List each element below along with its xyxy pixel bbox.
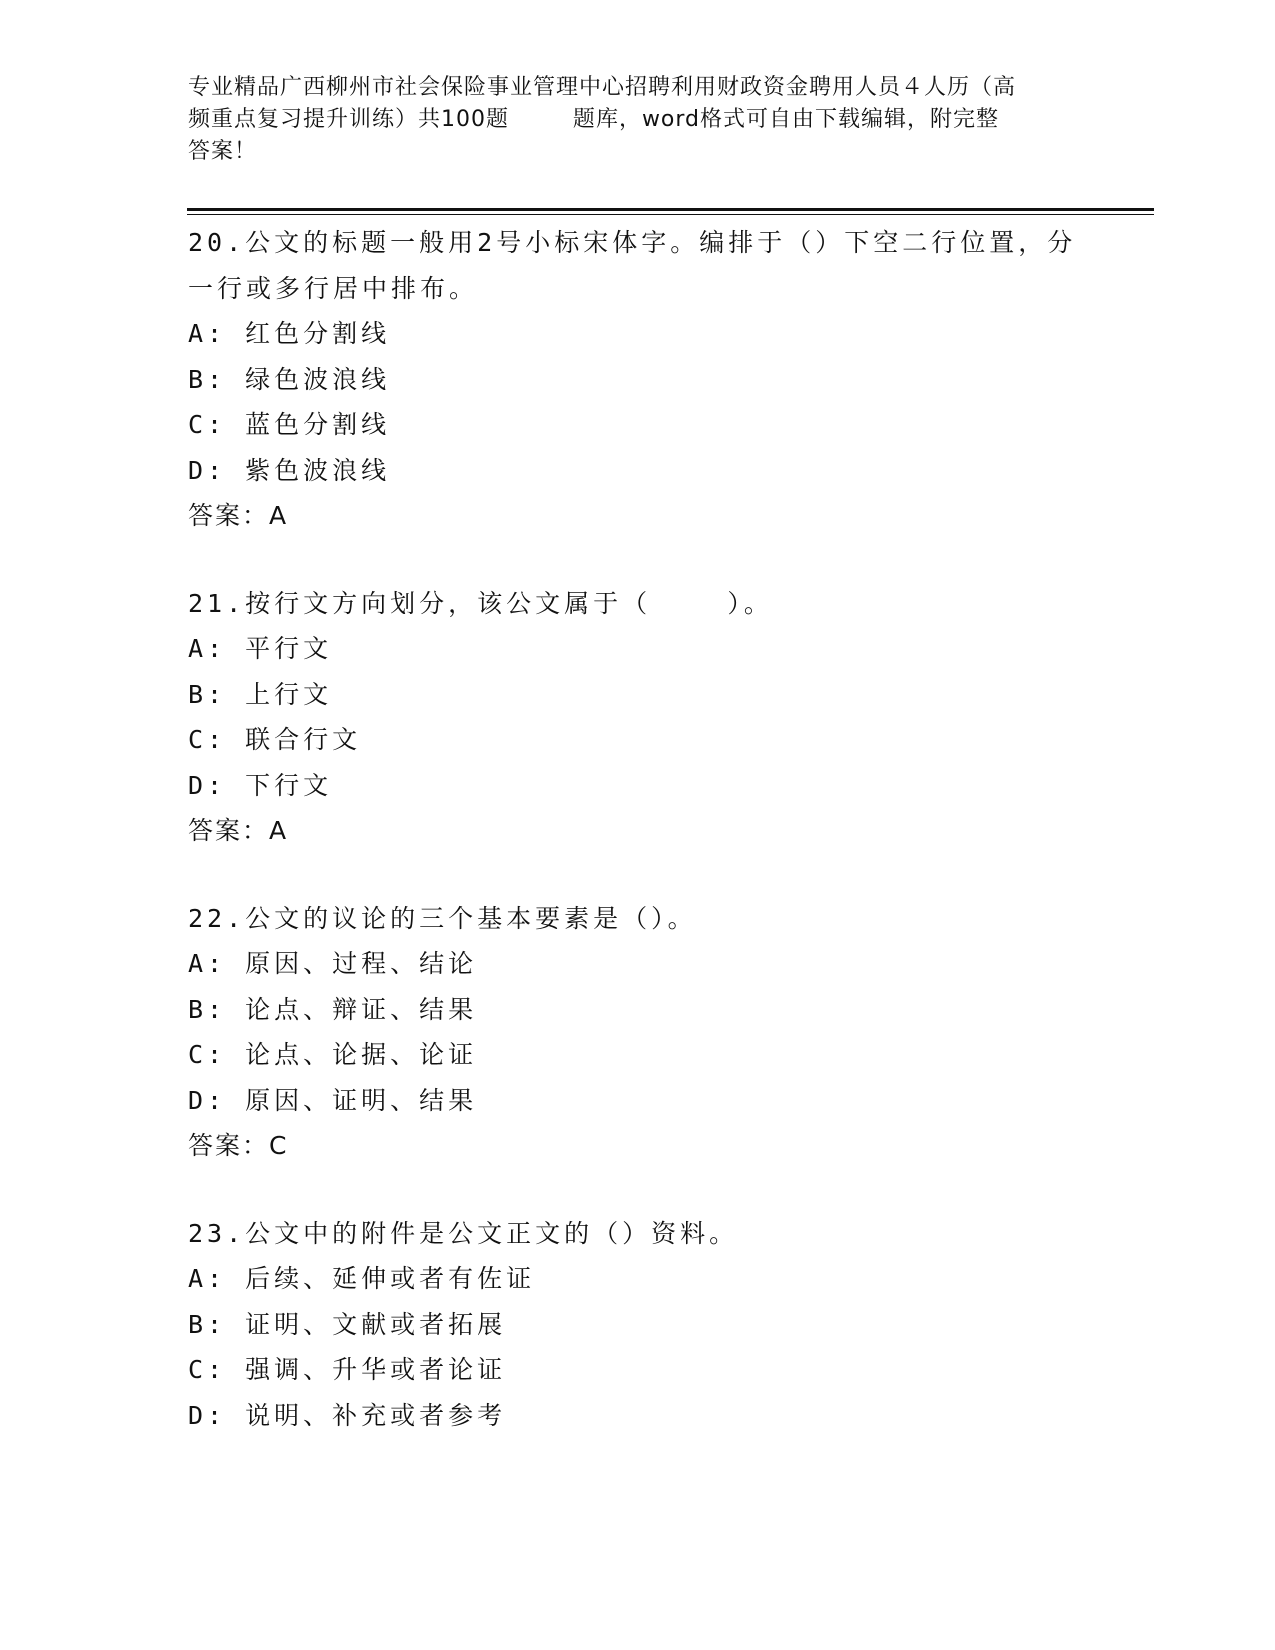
option-a: A: 原因、过程、结论 — [188, 949, 478, 978]
question-stem: 20.公文的标题一般用2号小标宋体字。编排于（）下空二行位置，分 — [188, 228, 1077, 257]
option-b: B: 上行文 — [188, 679, 333, 709]
question-23 — [188, 1211, 1128, 1439]
option-d: D: 原因、证明、结果 — [188, 1085, 478, 1115]
document-header — [188, 72, 1088, 168]
option-a: A: 平行文 — [188, 634, 333, 663]
option-c: C: 蓝色分割线 — [188, 410, 391, 439]
option-b: B: 论点、辩证、结果 — [188, 994, 478, 1024]
header-divider — [187, 208, 1154, 215]
option-c: C: 联合行文 — [188, 725, 362, 754]
option-c: C: 强调、升华或者论证 — [188, 1355, 507, 1384]
question-stem: 一行或多行居中排布。 — [188, 273, 479, 303]
divider-thick — [187, 208, 1154, 211]
option-d: D: 紫色波浪线 — [188, 455, 391, 485]
question-stem: 22.公文的议论的三个基本要素是（）。 — [188, 903, 697, 933]
question-20 — [188, 220, 1128, 539]
option-c: C: 论点、论据、论证 — [188, 1040, 478, 1069]
option-d: D: 下行文 — [188, 770, 333, 800]
question-21 — [188, 581, 1128, 854]
answer-line: 答案：A — [188, 816, 289, 845]
question-22 — [188, 896, 1128, 1169]
answer-line: 答案：C — [188, 1131, 289, 1160]
option-d: D: 说明、补充或者参考 — [188, 1400, 507, 1430]
question-stem: 23.公文中的附件是公文正文的（）资料。 — [188, 1218, 739, 1248]
header-line: 频重点复习提升训练）共100题 题库，word格式可自由下载编辑，附完整 — [188, 107, 1000, 132]
divider-thin — [187, 214, 1154, 215]
answer-line: 答案：A — [188, 501, 289, 530]
question-stem: 21.按行文方向划分，该公文属于（ ）。 — [188, 588, 773, 618]
option-b: B: 证明、文献或者拓展 — [188, 1309, 507, 1339]
option-a: A: 后续、延伸或者有佐证 — [188, 1264, 536, 1293]
header-line: 答案！ — [188, 139, 258, 164]
question-list — [188, 220, 1128, 1480]
option-b: B: 绿色波浪线 — [188, 364, 391, 394]
option-a: A: 红色分割线 — [188, 319, 391, 348]
header-line: 专业精品广西柳州市社会保险事业管理中心招聘利用财政资金聘用人员４人历（高 — [188, 75, 1017, 100]
